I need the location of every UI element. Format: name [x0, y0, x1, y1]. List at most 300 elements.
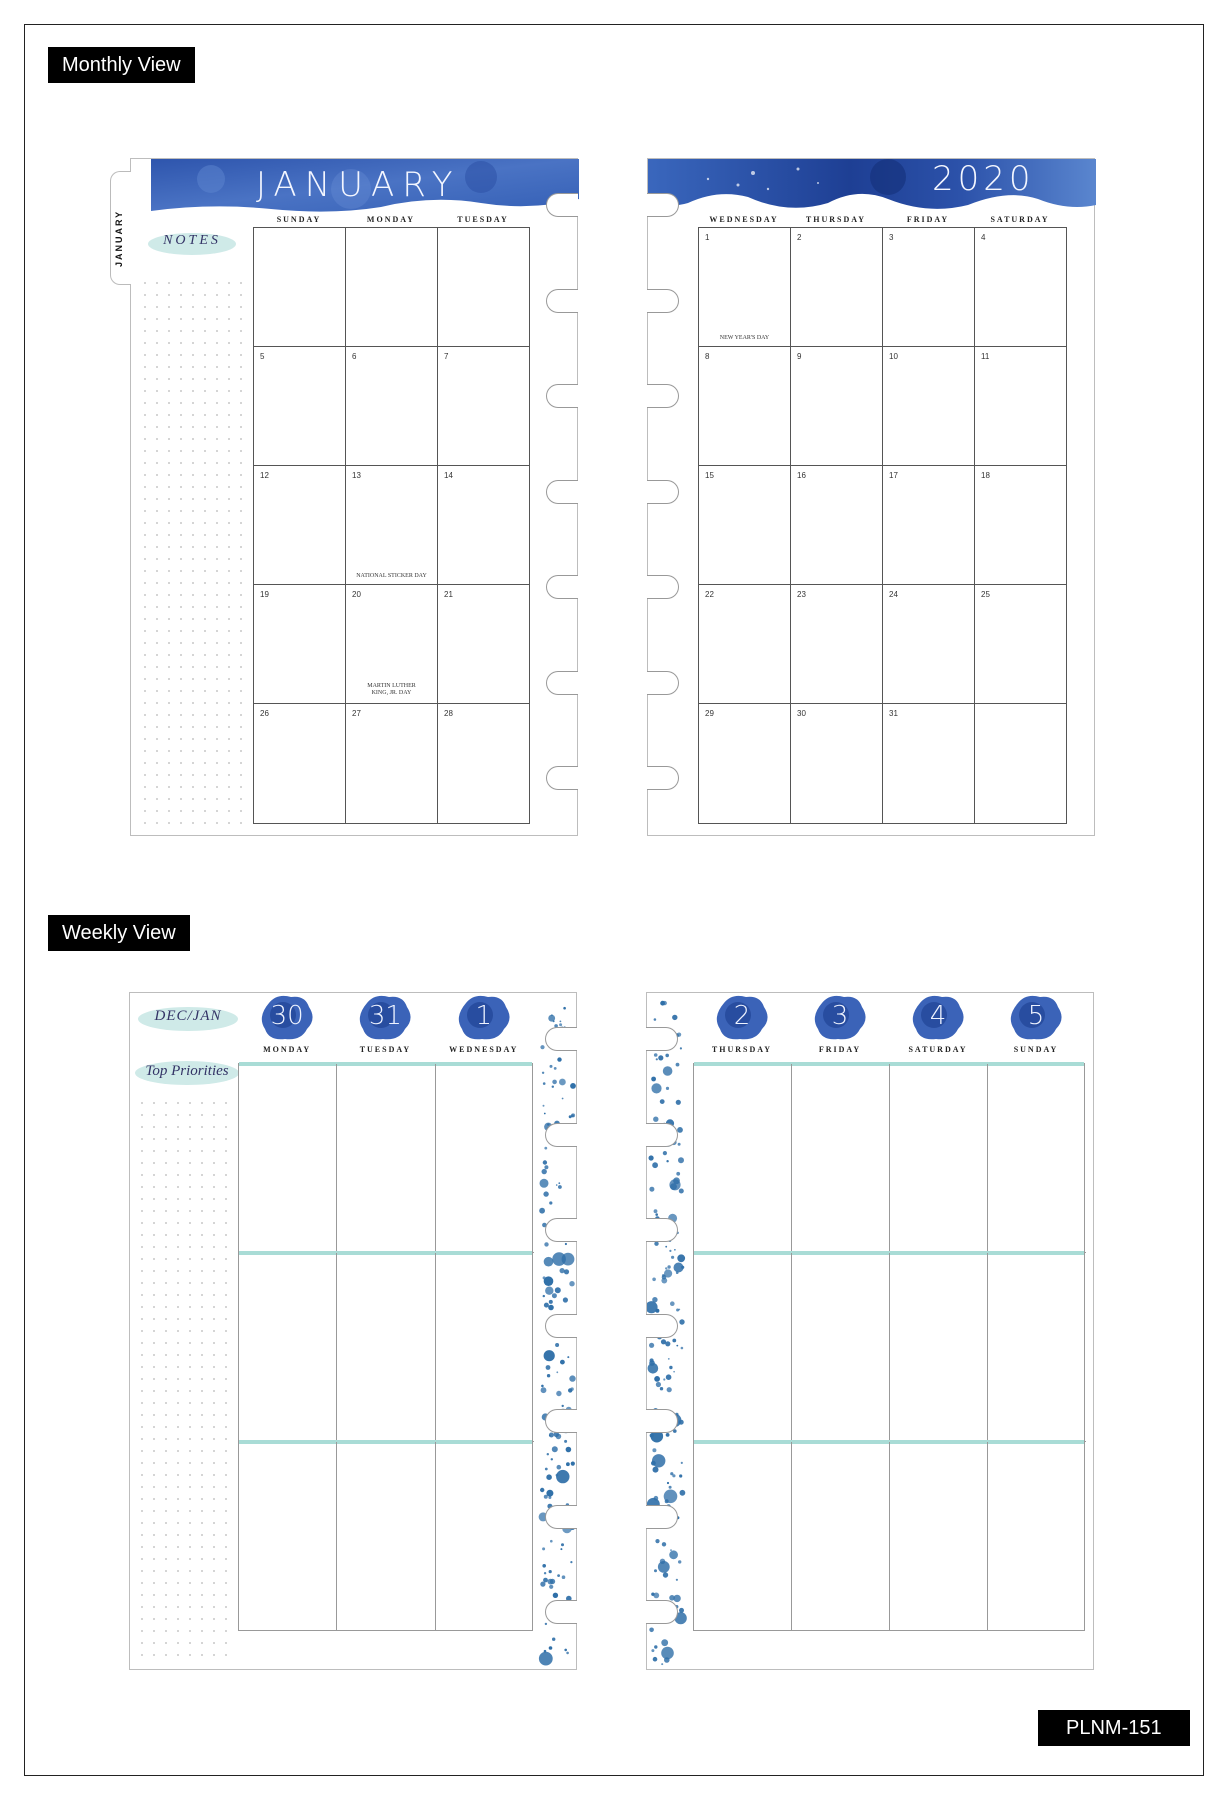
calendar-day-cell[interactable]: [346, 466, 438, 585]
speckle-dot: [660, 1099, 665, 1104]
day-number: 30: [270, 1001, 304, 1031]
speckle-dot: [544, 1113, 546, 1115]
speckle-dot: [549, 1435, 551, 1437]
weekly-left-page: [129, 992, 577, 1670]
speckle-dot: [546, 1365, 551, 1370]
speckle-dot: [543, 1295, 545, 1297]
binder-disc-slot: [546, 289, 578, 313]
day-number: 31: [889, 709, 898, 718]
speckle-dot: [557, 1057, 561, 1061]
speckle-dot: [661, 1278, 667, 1284]
calendar-day-cell[interactable]: [883, 585, 975, 704]
speckle-dot: [540, 1045, 544, 1049]
speckle-dot: [649, 1155, 654, 1160]
year-title: 2020: [932, 159, 1035, 199]
weekday-name: SATURDAY: [908, 1045, 968, 1054]
speckle-dot: [563, 1297, 568, 1302]
speckle-dot: [549, 1300, 553, 1304]
speckle-dot: [676, 1271, 679, 1274]
speckle-dot: [548, 1579, 554, 1585]
monthly-left-grid: [253, 227, 530, 824]
day-number: 1: [705, 233, 710, 242]
binder-disc-slot: [545, 1314, 577, 1338]
dayname-right-3: SATURDAY: [990, 215, 1050, 224]
speckle-dot: [552, 1446, 558, 1452]
day-number: 20: [352, 590, 361, 599]
weekly-day-cell[interactable]: [890, 1442, 988, 1631]
speckle-dot: [654, 1496, 659, 1501]
binder-disc-slot: [545, 1600, 577, 1624]
speckle-dot: [565, 1243, 567, 1245]
speckle-dot: [563, 1007, 566, 1010]
weekly-day-cell[interactable]: [436, 1442, 534, 1631]
weekly-day-cell[interactable]: [890, 1253, 988, 1442]
speckle-dot: [681, 1462, 683, 1464]
speckle-dot: [666, 1160, 668, 1162]
speckle-dot: [552, 1293, 557, 1298]
speckle-dot: [655, 1309, 659, 1313]
speckle-dot: [665, 1246, 667, 1248]
speckle-dot: [681, 1347, 684, 1350]
speckle-dot: [550, 1065, 553, 1068]
speckle-dot: [664, 1490, 678, 1504]
speckle-dot: [545, 1287, 553, 1295]
calendar-day-cell[interactable]: [975, 466, 1067, 585]
binder-disc-slot: [646, 1123, 678, 1147]
weekly-day-cell[interactable]: [988, 1064, 1086, 1253]
dayname-right-0: WEDNESDAY: [709, 215, 779, 224]
speckle-dot: [544, 1303, 549, 1308]
speckle-dot: [559, 1079, 566, 1086]
holiday-line: NEW YEAR'S DAY: [719, 335, 770, 341]
binder-disc-slot: [545, 1027, 577, 1051]
speckle-dot: [676, 1309, 679, 1312]
speckle-dot: [558, 1185, 562, 1189]
speckle-dot: [543, 1160, 547, 1164]
speckle-dot: [542, 1169, 547, 1174]
speckle-dot: [546, 1474, 552, 1480]
day-number-blob: [454, 993, 514, 1043]
calendar-day-cell[interactable]: [791, 704, 883, 823]
day-number: 1: [475, 1001, 493, 1031]
speckle-dot: [552, 1080, 557, 1085]
speckle-dot: [543, 1578, 548, 1583]
speckle-dot: [539, 1208, 545, 1214]
speckle-dot: [660, 1387, 663, 1390]
speckle-dot: [679, 1189, 684, 1194]
binder-disc-slot: [647, 766, 679, 790]
weekly-day-cell[interactable]: [988, 1442, 1086, 1631]
calendar-day-cell[interactable]: [254, 228, 346, 347]
speckle-dot: [680, 1047, 682, 1049]
calendar-day-cell[interactable]: [254, 585, 346, 704]
speckle-dot: [561, 1543, 564, 1546]
calendar-day-cell[interactable]: [699, 466, 791, 585]
day-number: 26: [260, 709, 269, 718]
day-number-blob: [257, 993, 317, 1043]
speckle-dot: [654, 1209, 658, 1213]
weekly-day-cell[interactable]: [337, 1442, 435, 1631]
holiday-line: MARTIN LUTHER: [367, 683, 416, 689]
speckle-dot: [556, 1434, 562, 1440]
speckle-dot: [550, 1540, 553, 1543]
speckle-dot: [567, 1356, 569, 1358]
weekly-day-cell[interactable]: [239, 1064, 337, 1253]
holiday-label: [699, 335, 790, 342]
weekly-left-grid: [238, 1063, 533, 1631]
speckle-dot: [564, 1649, 567, 1652]
speckle-dot: [546, 1490, 553, 1497]
speckle-dot: [649, 1343, 654, 1348]
dayname-left-2: TUESDAY: [457, 215, 509, 224]
speckle-dot: [542, 1564, 546, 1568]
speckle-dot: [654, 1242, 658, 1246]
speckle-dot: [571, 1114, 574, 1117]
speckle-dot: [652, 1454, 665, 1467]
speckle-dot: [564, 1269, 569, 1274]
day-number: 31: [368, 1001, 402, 1031]
speckle-dot: [544, 1572, 546, 1574]
calendar-day-cell[interactable]: [346, 228, 438, 347]
speckle-dot: [669, 1486, 672, 1489]
calendar-day-cell[interactable]: [791, 347, 883, 466]
speckle-dot: [544, 1242, 548, 1246]
calendar-day-cell[interactable]: [975, 585, 1067, 704]
speckle-dot: [655, 1213, 658, 1216]
speckle-dot: [652, 1162, 658, 1168]
monthly-right-watercolor-header: [648, 159, 1096, 219]
weekly-day-cell[interactable]: [694, 1064, 792, 1253]
binder-disc-slot: [647, 289, 679, 313]
speckle-dot: [666, 1087, 669, 1090]
speckle-dot: [667, 1387, 672, 1392]
speckle-dot: [656, 1382, 661, 1387]
speckle-dot: [551, 1458, 553, 1460]
month-tab[interactable]: [110, 171, 131, 285]
day-number: 19: [260, 590, 269, 599]
speckle-dot: [558, 1182, 560, 1184]
speckle-dot: [676, 1579, 678, 1581]
day-number-blob: [810, 993, 870, 1043]
speckle-dot: [651, 1649, 654, 1652]
speckle-dot: [548, 1496, 551, 1499]
speckle-dot: [544, 1495, 548, 1499]
speckle-dot: [544, 1257, 554, 1267]
speckle-dot: [676, 1100, 681, 1105]
speckle-dot: [568, 1388, 572, 1392]
product-code-label: PLNM-151: [1038, 1710, 1190, 1746]
weekday-name: WEDNESDAY: [449, 1045, 519, 1054]
monthly-left-watercolor-header: [151, 159, 579, 217]
weekly-day-cell[interactable]: [239, 1253, 337, 1442]
day-number: 5: [260, 352, 265, 361]
calendar-day-cell[interactable]: [254, 347, 346, 466]
weekday-name: THURSDAY: [711, 1045, 773, 1054]
speckle-dot: [653, 1117, 658, 1122]
speckle-dot: [654, 1569, 657, 1572]
speckle-dot: [560, 1021, 562, 1023]
speckle-dot: [557, 1574, 560, 1577]
weekly-day-cell[interactable]: [694, 1442, 792, 1631]
speckle-dot: [652, 1448, 656, 1452]
speckle-dot: [540, 1488, 544, 1492]
priorities-label: Top Priorities: [145, 1063, 229, 1079]
speckle-dot: [562, 1405, 564, 1407]
weekly-day-cell[interactable]: [694, 1253, 792, 1442]
weekly-day-cell[interactable]: [436, 1064, 534, 1253]
speckle-dot: [667, 1482, 669, 1484]
weekday-name: TUESDAY: [359, 1045, 412, 1054]
weekly-day-cell[interactable]: [988, 1253, 1086, 1442]
range-label: DEC/JAN: [154, 1008, 222, 1024]
speckle-dot: [542, 1547, 545, 1550]
binder-disc-slot: [647, 480, 679, 504]
day-number: 13: [352, 471, 361, 480]
day-number-blob: [355, 993, 415, 1043]
speckle-dot: [557, 1465, 562, 1470]
monthly-view-label: Monthly View: [48, 47, 195, 83]
day-number: 23: [797, 590, 806, 599]
calendar-day-cell[interactable]: [883, 228, 975, 347]
weekly-day-cell[interactable]: [239, 1442, 337, 1631]
monthly-right-grid: [698, 227, 1067, 824]
speckle-dot: [677, 1127, 683, 1133]
speckle-dot: [662, 1274, 665, 1277]
binder-disc-slot: [545, 1123, 577, 1147]
speckle-dot: [562, 1253, 575, 1266]
calendar-day-cell[interactable]: [699, 347, 791, 466]
speckle-dot: [540, 1179, 549, 1188]
day-number: 6: [352, 352, 357, 361]
weekly-day-cell[interactable]: [337, 1064, 435, 1253]
speckle-dot: [556, 1371, 558, 1373]
calendar-day-cell[interactable]: [975, 704, 1067, 823]
speckle-dot: [671, 1256, 674, 1259]
speckle-dot: [663, 1001, 667, 1005]
weekly-day-cell[interactable]: [890, 1064, 988, 1253]
speckle-dot: [547, 1453, 549, 1455]
speckle-dot: [650, 1358, 654, 1362]
day-number: 10: [889, 352, 898, 361]
speckle-dot: [655, 1539, 659, 1543]
calendar-day-cell[interactable]: [883, 466, 975, 585]
speckle-dot: [650, 1433, 654, 1437]
binder-disc-slot: [546, 193, 578, 217]
calendar-day-cell[interactable]: [346, 585, 438, 704]
calendar-day-cell[interactable]: [438, 466, 530, 585]
weekly-day-cell[interactable]: [792, 1253, 890, 1442]
weekly-right-grid: [693, 1063, 1085, 1631]
calendar-day-cell[interactable]: [254, 704, 346, 823]
speckle-dot: [549, 1570, 552, 1573]
speckle-dot: [570, 1561, 572, 1563]
notes-dot-grid: [139, 277, 243, 827]
day-number: 29: [705, 709, 714, 718]
speckle-dot: [559, 1023, 562, 1026]
weekday-name: FRIDAY: [818, 1045, 862, 1054]
monthly-right-page: [647, 158, 1095, 836]
speckle-dot: [670, 1301, 675, 1306]
speckle-dot: [661, 1639, 668, 1646]
speckle-dot: [562, 1098, 564, 1100]
speckle-dot: [661, 1647, 674, 1660]
calendar-day-cell[interactable]: [699, 585, 791, 704]
speckle-dot: [660, 1559, 665, 1564]
speckle-dot: [676, 1172, 680, 1176]
speckle-dot: [658, 1055, 663, 1060]
speckle-dot: [556, 1474, 559, 1477]
day-number: 30: [797, 709, 806, 718]
day-number: 11: [981, 352, 990, 361]
speckle-dot: [654, 1645, 657, 1648]
speckle-dot: [549, 1585, 553, 1589]
speckle-dot: [681, 1266, 684, 1269]
day-number: 22: [705, 590, 714, 599]
binder-disc-slot: [646, 1505, 678, 1529]
month-tab-label: JANUARY: [114, 209, 124, 267]
dayname-right-2: FRIDAY: [906, 215, 950, 224]
weekly-day-cell[interactable]: [436, 1253, 534, 1442]
speckle-dot: [542, 1072, 544, 1074]
speckle-dot: [570, 1083, 576, 1089]
calendar-day-cell[interactable]: [791, 585, 883, 704]
speckle-dot: [560, 1360, 565, 1365]
speckle-dot: [651, 1083, 661, 1093]
day-number: 21: [444, 590, 453, 599]
weekday-name: MONDAY: [263, 1045, 312, 1054]
speckle-dot: [678, 1143, 681, 1146]
calendar-day-cell[interactable]: [883, 347, 975, 466]
holiday-line: KING, JR. DAY: [371, 690, 412, 696]
binder-disc-slot: [647, 671, 679, 695]
speckle-dot: [649, 1187, 654, 1192]
weekly-view-label: Weekly View: [48, 915, 190, 951]
calendar-day-cell[interactable]: [438, 228, 530, 347]
speckle-dot: [555, 1287, 561, 1293]
binder-disc-slot: [647, 193, 679, 217]
day-number: 2: [733, 1001, 751, 1031]
calendar-day-cell[interactable]: [975, 228, 1067, 347]
binder-disc-slot: [546, 671, 578, 695]
calendar-day-cell[interactable]: [438, 347, 530, 466]
notes-label: NOTES: [163, 233, 221, 248]
speckle-dot: [679, 1319, 684, 1324]
binder-disc-slot: [647, 384, 679, 408]
binder-disc-slot: [545, 1218, 577, 1242]
day-number: 5: [1027, 1001, 1045, 1031]
speckle-dot: [552, 1638, 555, 1641]
monthly-left-page: [114, 158, 578, 836]
speckle-dot: [556, 1184, 558, 1186]
day-number: 9: [797, 352, 802, 361]
calendar-day-cell[interactable]: [346, 704, 438, 823]
speckle-dot: [666, 1433, 670, 1437]
day-number: 8: [705, 352, 710, 361]
speckle-dot: [544, 1350, 555, 1361]
calendar-day-cell[interactable]: [699, 228, 791, 347]
weekly-day-cell[interactable]: [792, 1064, 890, 1253]
speckle-dot: [547, 1374, 550, 1377]
speckle-dot: [678, 1157, 684, 1163]
speckle-dot: [667, 1265, 670, 1268]
speckle-dot: [652, 1278, 656, 1282]
speckle-dot: [680, 1490, 686, 1496]
day-number: 27: [352, 709, 361, 718]
calendar-day-cell[interactable]: [699, 704, 791, 823]
binder-disc-slot: [546, 766, 578, 790]
speckle-dot: [666, 1374, 672, 1380]
day-number: 12: [260, 471, 269, 480]
speckle-dot: [661, 1663, 663, 1665]
calendar-day-cell[interactable]: [438, 704, 530, 823]
calendar-day-cell[interactable]: [346, 347, 438, 466]
speckle-dot: [541, 1387, 547, 1393]
speckle-dot: [679, 1420, 684, 1425]
speckle-dot: [649, 1628, 654, 1633]
speckle-dot: [539, 1652, 553, 1666]
speckle-dot: [552, 1086, 554, 1088]
speckle-dot: [677, 1254, 685, 1262]
calendar-day-cell[interactable]: [254, 466, 346, 585]
month-title: JANUARY: [256, 165, 461, 205]
calendar-day-cell[interactable]: [883, 704, 975, 823]
day-number: 14: [444, 471, 453, 480]
speckle-dot: [665, 1054, 669, 1058]
speckle-dot: [672, 1015, 677, 1020]
binder-disc-slot: [646, 1600, 678, 1624]
holiday-line: NATIONAL STICKER DAY: [356, 573, 427, 579]
speckle-dot: [653, 1593, 659, 1599]
weekly-day-cell[interactable]: [792, 1442, 890, 1631]
calendar-day-cell[interactable]: [791, 466, 883, 585]
speckle-dot: [569, 1281, 574, 1286]
calendar-day-cell[interactable]: [975, 347, 1067, 466]
day-number-blob: [908, 993, 968, 1043]
speckle-dot: [676, 1063, 680, 1067]
binder-disc-slot: [545, 1505, 577, 1529]
calendar-day-cell[interactable]: [791, 228, 883, 347]
speckle-dot: [673, 1371, 675, 1373]
speckle-dot: [663, 1151, 667, 1155]
speckle-dot: [566, 1447, 572, 1453]
weekly-day-cell[interactable]: [337, 1253, 435, 1442]
speckle-dot: [544, 1147, 547, 1150]
dayname-left-0: SUNDAY: [276, 215, 322, 224]
binder-disc-slot: [546, 480, 578, 504]
speckle-dot: [672, 1339, 676, 1343]
speckle-dot: [669, 1550, 678, 1559]
speckle-dot: [543, 1105, 545, 1107]
speckle-dot: [669, 1179, 680, 1190]
speckle-dot: [556, 1391, 561, 1396]
speckle-dot: [545, 1623, 547, 1625]
calendar-day-cell[interactable]: [438, 585, 530, 704]
day-number: 24: [889, 590, 898, 599]
speckle-dot: [663, 1066, 673, 1076]
speckle-dot: [654, 1053, 658, 1057]
speckle-dot: [560, 1548, 562, 1550]
speckle-dot: [672, 1474, 675, 1477]
speckle-dot: [651, 1077, 656, 1082]
speckle-dot: [653, 1657, 658, 1662]
speckle-dot: [543, 1082, 546, 1085]
speckle-dot: [543, 1191, 548, 1196]
speckle-dot: [548, 1015, 555, 1022]
speckle-dot: [553, 1593, 558, 1598]
speckle-dot: [560, 1268, 565, 1273]
day-number: 25: [981, 590, 990, 599]
speckle-dot: [545, 1468, 548, 1471]
